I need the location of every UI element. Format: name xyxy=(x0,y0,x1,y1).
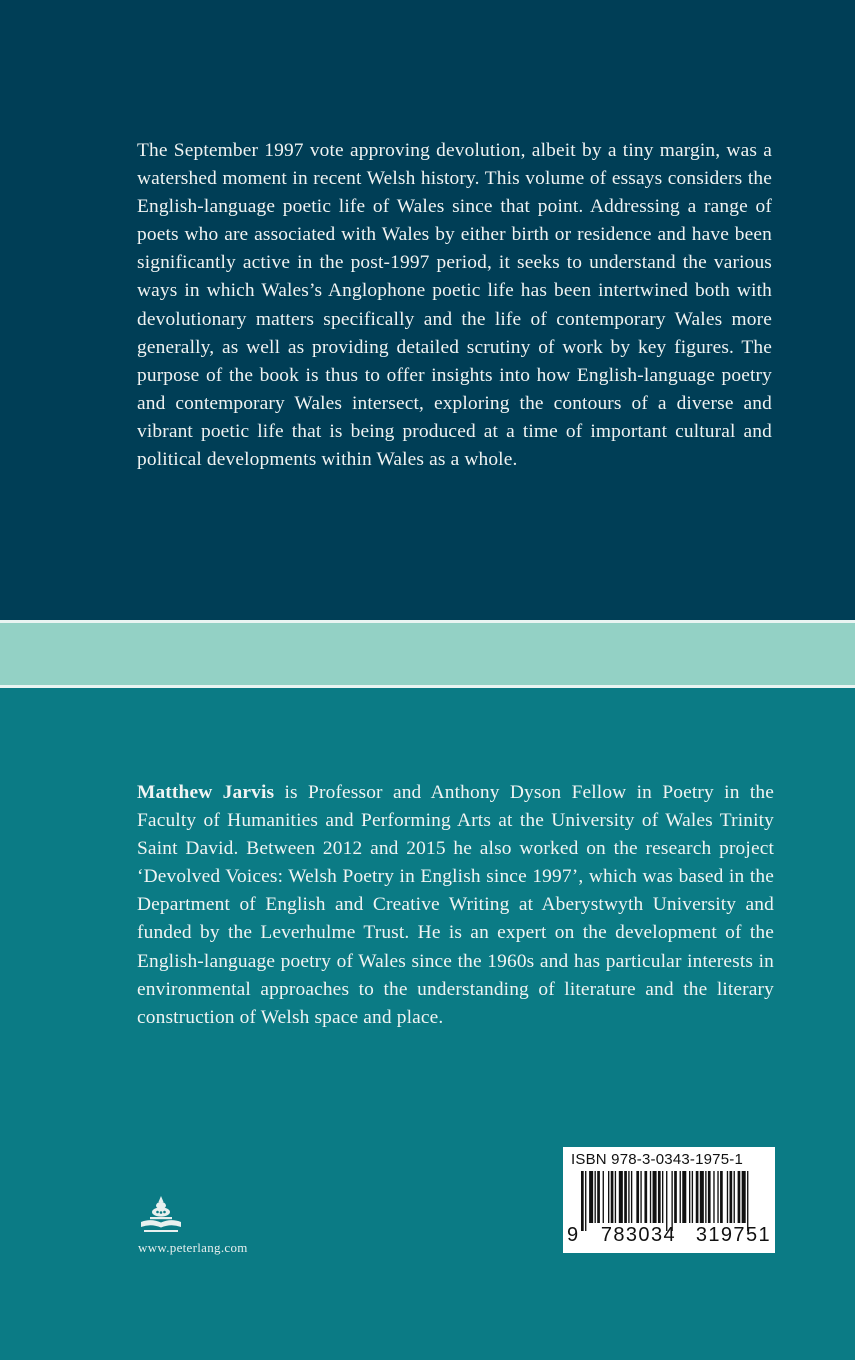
isbn-label: ISBN 978-3-0343-1975-1 xyxy=(571,1151,744,1168)
barcode-bar xyxy=(640,1171,641,1223)
divider-bottom xyxy=(0,685,855,688)
barcode-bar xyxy=(658,1171,661,1223)
publisher-logo-icon xyxy=(138,1195,184,1235)
barcode-bar xyxy=(680,1171,681,1223)
barcode-bar xyxy=(662,1171,663,1223)
barcode-bar xyxy=(682,1171,686,1223)
barcode-bar xyxy=(650,1171,651,1223)
publisher-url: www.peterlang.com xyxy=(138,1240,248,1255)
author-bio xyxy=(137,779,774,1032)
barcode-bar xyxy=(717,1171,718,1223)
barcode-bar xyxy=(611,1171,614,1223)
color-band xyxy=(0,623,855,685)
barcode-bar xyxy=(720,1171,723,1223)
barcode-bar xyxy=(653,1171,657,1223)
barcode-bar xyxy=(671,1171,672,1231)
barcode-bar xyxy=(624,1171,627,1223)
barcode-bar xyxy=(581,1171,584,1231)
barcode-bar xyxy=(631,1171,632,1223)
author-bio-text: is Professor and Anthony Dyson Fellow in Poetry in the Faculty of Humanities and Performing Arts at the University of Wales Trinity Saint David. Between 2012 and 2015 he also worked on the research project ‘Devolved Voices: Welsh Poetry in English since 1997’, which was based in the Department of English and Creative Writing at Aberystwyth University and funded by the Leverhulme Trust. He is an expert on the development of the English-language poetry of Wales since the 1960s and has particular interests in environmental approaches to the understanding of literature and the literary construction of Welsh space and place. xyxy=(137,782,774,1028)
barcode-bar xyxy=(734,1171,735,1223)
barcode-bar xyxy=(696,1171,699,1223)
barcode-bar xyxy=(700,1171,704,1223)
barcode-bar xyxy=(674,1171,677,1223)
barcode-bar xyxy=(636,1171,639,1223)
barcode-bar xyxy=(615,1171,616,1223)
barcode-bar xyxy=(597,1171,600,1223)
barcode-bar xyxy=(689,1171,690,1223)
barcode-bars xyxy=(567,1171,771,1231)
barcode-bar xyxy=(666,1171,667,1231)
book-blurb: The September 1997 vote approving devolution, albeit by a tiny margin, was a watershed moment in recent Welsh history. This volume of essays considers the English-language poetic life of Wales since that point. Addressing a range of poets who are associated with Wales by either birth or residence and have been significantly active in the post-1997 period, it seeks to understand the various ways in which Wales’s Anglophone poetic life has been intertwined both with devolutionary matters specifically and the life of contemporary Wales more generally, as well as providing detailed scrutiny of work by key figures. The purpose of the book is thus to offer insights into how English-language poetry and contemporary Wales intersect, exploring the contours of a diverse and vibrant poetic life that is being produced at a time of important cultural and political developments within Wales as a whole. xyxy=(137,140,772,471)
barcode-bar xyxy=(644,1171,647,1223)
barcode-digit-lead: 9 xyxy=(567,1224,579,1246)
barcode-bar xyxy=(738,1171,741,1223)
barcode-digit-group-2: 319751 xyxy=(695,1224,771,1246)
barcode-bar xyxy=(628,1171,629,1223)
barcode-bar xyxy=(585,1171,586,1231)
barcode-bar xyxy=(608,1171,609,1223)
barcode-bar xyxy=(747,1171,748,1231)
barcode-digits xyxy=(567,1224,771,1247)
barcode-bar xyxy=(619,1171,623,1223)
isbn-barcode xyxy=(563,1147,775,1253)
barcode-bar xyxy=(727,1171,728,1223)
barcode-bar xyxy=(692,1171,693,1223)
barcode-bar xyxy=(595,1171,596,1223)
barcode-bar xyxy=(730,1171,733,1223)
barcode-bar xyxy=(589,1171,593,1223)
barcode-digit-group-1: 783034 xyxy=(600,1224,676,1246)
author-name: Matthew Jarvis xyxy=(137,782,275,803)
barcode-bar xyxy=(742,1171,746,1223)
barcode-bar xyxy=(708,1171,711,1223)
barcode-bar xyxy=(705,1171,706,1223)
barcode-bar xyxy=(603,1171,604,1223)
barcode-bar xyxy=(713,1171,714,1223)
